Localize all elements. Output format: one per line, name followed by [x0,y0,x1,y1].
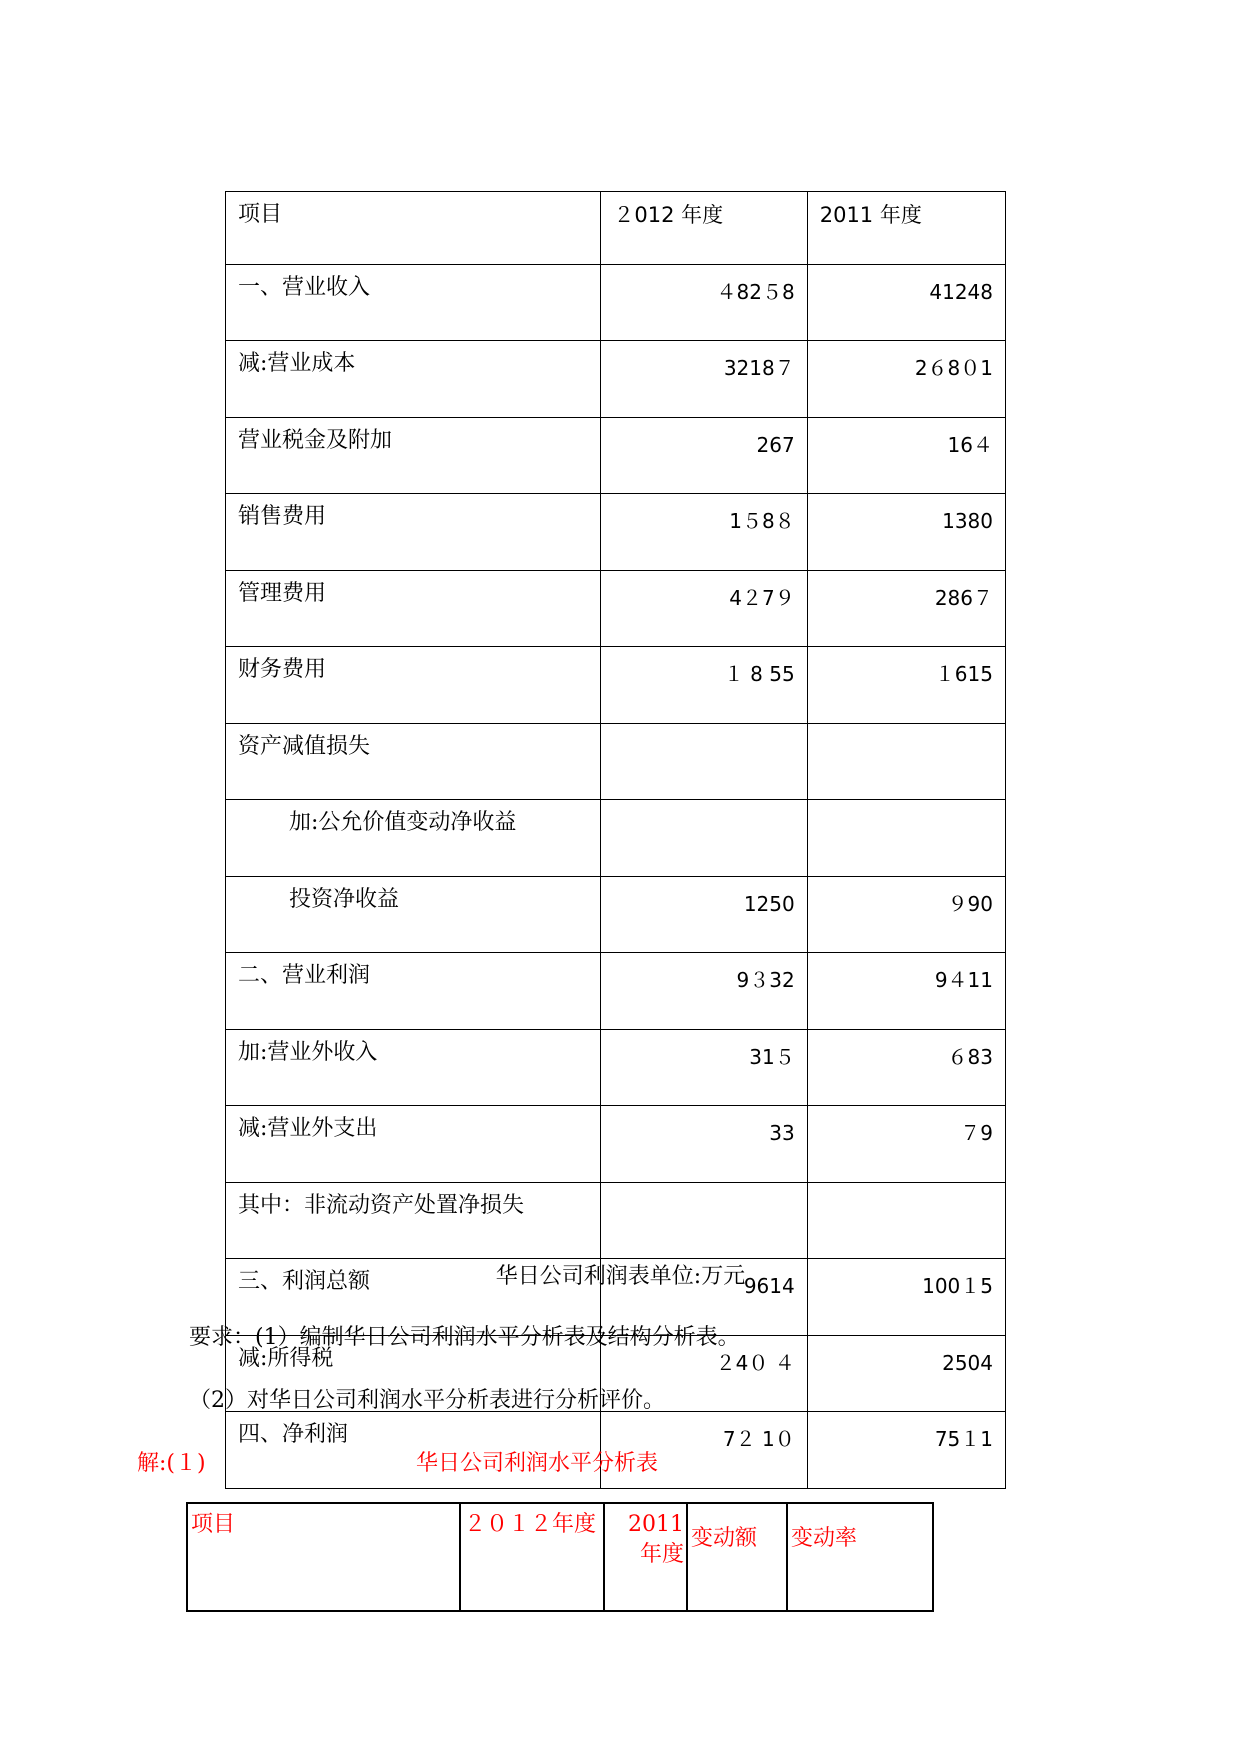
row-item-label: 其中：非流动资产处置净损失 [226,1182,601,1259]
row-value-2011: 2504 [807,1335,1005,1412]
row-value-2011: 75１1 [807,1412,1005,1489]
analysis-header-change-amount: 变动额 [687,1503,787,1611]
table-row [226,723,1006,800]
row-value-2012: 1250 [601,876,807,953]
analysis-header-2011: 2011 年度 [604,1503,687,1611]
solution-label: 解:(１) [137,1451,206,1476]
table-row [226,570,1006,647]
row-item-label: 一、营业收入 [226,264,601,341]
row-item-label: 投资净收益 [226,876,601,953]
row-item-label: 营业税金及附加 [226,417,601,494]
header-item: 项目 [226,192,601,265]
row-item-label: 管理费用 [226,570,601,647]
row-value-2012: ４82５8 [601,264,807,341]
income-statement-body [226,192,1006,1489]
row-value-2012: 33 [601,1106,807,1183]
row-value-2011 [807,723,1005,800]
row-item-label: 加:营业外收入 [226,1029,601,1106]
row-value-2012: 3218７ [601,341,807,418]
row-value-2011: 16４ [807,417,1005,494]
row-value-2012: 1５8８ [601,494,807,571]
analysis-header-row [187,1503,933,1611]
row-value-2011: 100１5 [807,1259,1005,1336]
row-value-2011: 1380 [807,494,1005,571]
solution-title: 华日公司利润水平分析表 [416,1451,659,1476]
row-item-label: 减:所得税 [226,1335,601,1412]
table-row [226,647,1006,724]
row-item-label: 销售费用 [226,494,601,571]
income-statement-table [225,191,1006,1489]
analysis-header-2012: ２０１２年度 [460,1503,604,1611]
row-value-2011: 2６8０1 [807,341,1005,418]
table-row [226,341,1006,418]
row-value-2011: ６83 [807,1029,1005,1106]
table-row [226,876,1006,953]
row-item-label: 四、净利润 [226,1412,601,1489]
row-item-label: 二、营业利润 [226,953,601,1030]
row-item-label: 减:营业外支出 [226,1106,601,1183]
row-value-2012: 9614 [601,1259,807,1336]
horizontal-analysis-table [186,1502,934,1612]
row-item-label: 财务费用 [226,647,601,724]
requirement-2: （2）对华日公司利润水平分析表进行分析评价。 [189,1388,665,1413]
row-value-2012: 7２ 1０ [601,1412,807,1489]
table-row [226,1182,1006,1259]
row-value-2011: 41248 [807,264,1005,341]
row-value-2012: １ 8 55 [601,647,807,724]
table-row [226,1029,1006,1106]
table-row [226,953,1006,1030]
table-row [226,417,1006,494]
table-caption: 华日公司利润表单位:万元 [495,1264,746,1289]
row-value-2011: ７9 [807,1106,1005,1183]
row-value-2011: １615 [807,647,1005,724]
row-value-2012: 9３32 [601,953,807,1030]
table-row [226,800,1006,877]
row-value-2011 [807,1182,1005,1259]
row-value-2011: 286７ [807,570,1005,647]
row-item-label: 加:公允价值变动净收益 [226,800,601,877]
requirement-1: 要求：(1）编制华日公司利润水平分析表及结构分析表。 [189,1325,740,1350]
analysis-header-item: 项目 [187,1503,460,1611]
row-value-2011: 9４11 [807,953,1005,1030]
table-header-row [226,192,1006,265]
row-item-label: 三、利润总额 [226,1259,601,1336]
row-value-2012: 267 [601,417,807,494]
header-2011: 2011 年度 [807,192,1005,265]
row-value-2012: ２4０ ４ [601,1335,807,1412]
row-item-label: 资产减值损失 [226,723,601,800]
table-row [226,1106,1006,1183]
table-row [226,494,1006,571]
row-value-2011: ９90 [807,876,1005,953]
table-row [226,264,1006,341]
analysis-header-change-rate: 变动率 [787,1503,933,1611]
row-value-2012 [601,800,807,877]
row-value-2012: 4２7９ [601,570,807,647]
row-value-2012: 31５ [601,1029,807,1106]
header-2012: ２012 年度 [601,192,807,265]
row-value-2011 [807,800,1005,877]
row-value-2012 [601,723,807,800]
row-item-label: 减:营业成本 [226,341,601,418]
row-value-2012 [601,1182,807,1259]
